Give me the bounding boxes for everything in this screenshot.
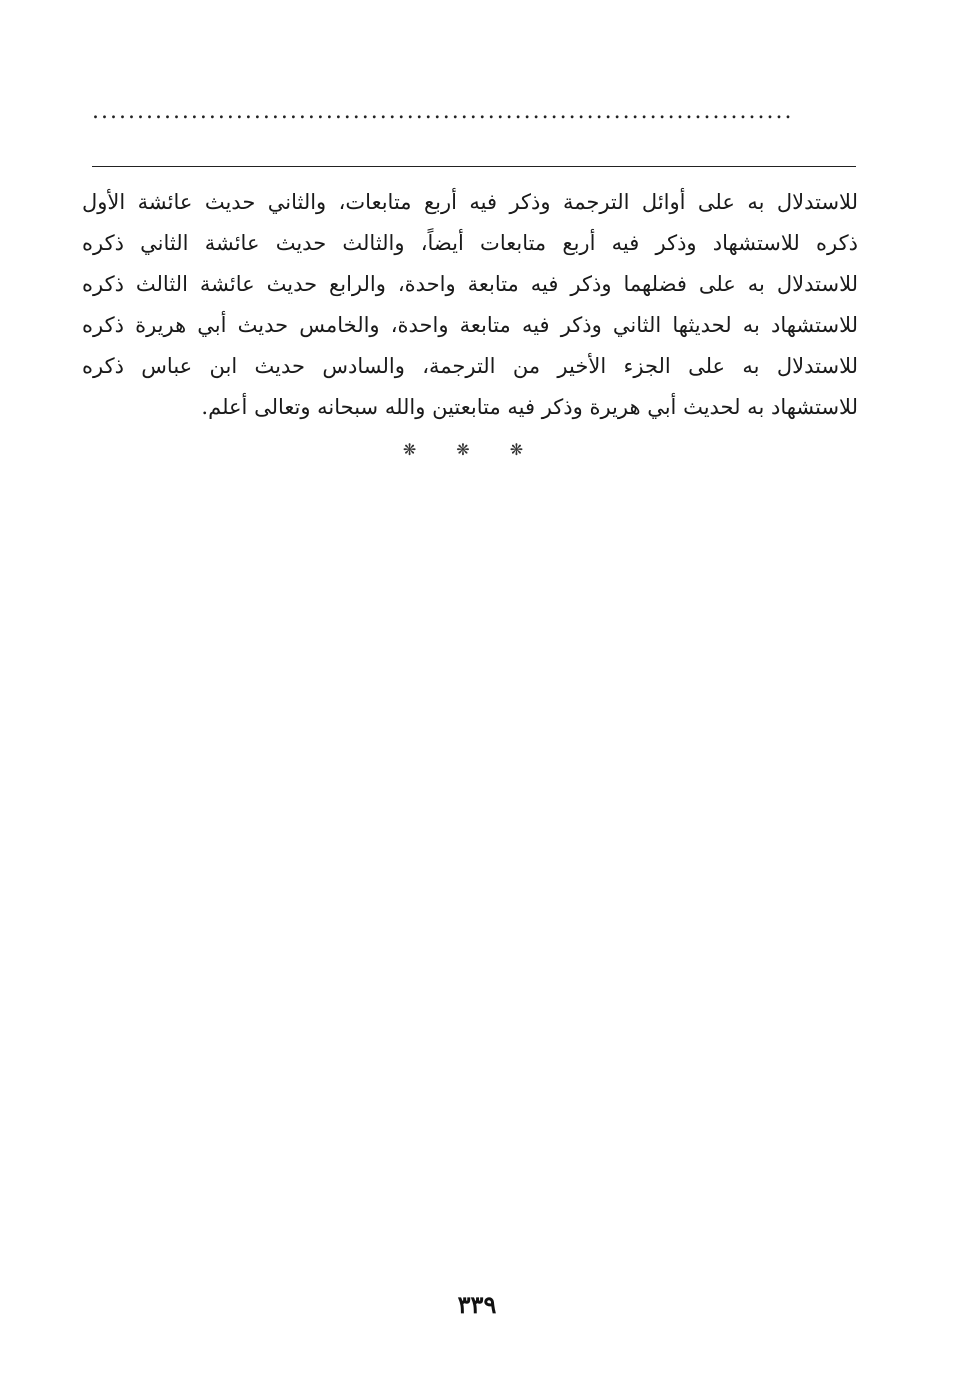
footnote-line: ذكره للاستشهاد وذكر فيه أربع متابعات أيضاً، والثالث حديث عائشة الثاني ذكره	[82, 231, 858, 255]
footnote-line: للاستدلال به على فضلهما وذكر فيه متابعة واحدة، والرابع حديث عائشة الثالث ذكره	[82, 272, 858, 296]
ellipsis-dots-line: ..............................................................................	[92, 100, 794, 124]
footnote-line: للاستشهاد به لحديث أبي هريرة وذكر فيه متابعتين والله سبحانه وتعالى أعلم.	[201, 395, 858, 419]
footnote-line: للاستدلال به على أوائل الترجمة وذكر فيه أربع متابعات، والثاني حديث عائشة الأول	[82, 190, 858, 214]
asterism-icon: ❋	[456, 440, 498, 459]
asterism-icon: ❋	[402, 440, 445, 459]
page-number: ٣٣٩	[457, 1290, 497, 1319]
footnote-line: للاستشهاد به لحديثها الثاني وذكر فيه متابعة واحدة، والخامس حديث أبي هريرة ذكره	[82, 313, 858, 337]
footnote-line: للاستدلال به على الجزء الأخير من الترجمة، والسادس حديث ابن عباس ذكره	[82, 354, 858, 378]
section-divider-stars	[0, 440, 954, 459]
asterism-icon: ❋	[509, 440, 552, 459]
footnote-text-block	[82, 182, 858, 428]
footnote-separator-rule	[92, 166, 856, 167]
